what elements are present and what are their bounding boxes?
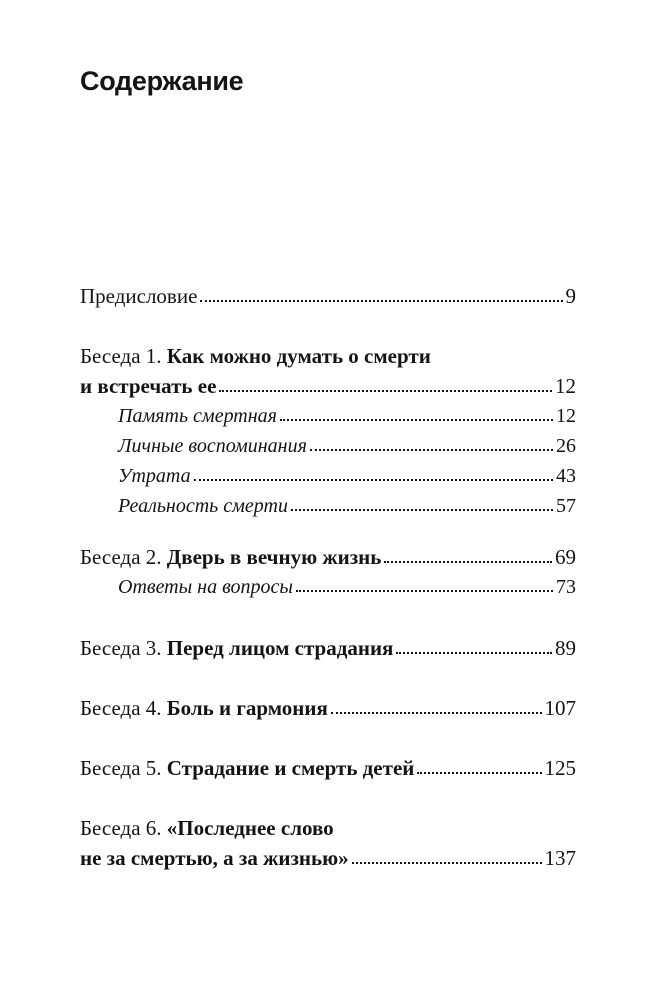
toc-page-number: 12: [555, 374, 576, 398]
toc-page-number: 57: [556, 495, 576, 517]
toc-entry-talk-1[interactable]: [80, 341, 576, 521]
toc-subentry-label: Память смертная: [118, 405, 277, 427]
toc-entry-title: Страдание и смерть детей: [166, 756, 415, 780]
toc-subentry-label: Утрата: [118, 465, 191, 487]
leader-dots: [396, 651, 552, 654]
toc-entry-talk-4[interactable]: [80, 693, 576, 723]
leader-dots: [280, 418, 553, 421]
toc-entry-heading: [80, 341, 576, 371]
toc-entry-label: Предисловие: [80, 284, 198, 308]
toc-entry-title: Перед лицом страдания: [166, 636, 394, 660]
toc-page-number: 9: [565, 284, 576, 308]
toc-entry-title: Боль и гармония: [166, 696, 328, 720]
toc-entry-prefix: Беседа 6.: [80, 816, 162, 840]
toc-page-number: 137: [544, 846, 576, 870]
toc-entry-title: «Последнее слово: [166, 816, 334, 840]
leader-dots: [296, 589, 553, 592]
toc-subentry[interactable]: [80, 461, 576, 491]
leader-dots: [310, 448, 553, 451]
toc-page-number: 12: [556, 405, 576, 427]
leader-dots: [384, 560, 552, 563]
toc-page-number: 73: [556, 576, 576, 598]
toc-page-number: 43: [556, 465, 576, 487]
toc-entry-talk-5[interactable]: [80, 753, 576, 783]
toc-page-number: 125: [544, 756, 576, 780]
leader-dots: [291, 508, 553, 511]
toc-entry-talk-6[interactable]: [80, 813, 576, 873]
leader-dots: [200, 299, 562, 302]
toc-subentry[interactable]: [80, 572, 576, 602]
toc-entry-prefix: Беседа 1.: [80, 344, 162, 368]
toc-page-number: 89: [555, 636, 576, 660]
toc-entry-prefix: Беседа 2.: [80, 545, 162, 569]
toc-entry-title: Как можно думать о смерти: [166, 344, 431, 368]
toc-page-number: 107: [544, 696, 576, 720]
leader-dots: [331, 711, 542, 714]
toc-page-number: 26: [556, 435, 576, 457]
toc-entry-title: Дверь в вечную жизнь: [166, 545, 382, 569]
page-title: Содержание: [80, 66, 244, 96]
toc-page-number: 69: [555, 545, 576, 569]
toc-entry-talk-2[interactable]: [80, 542, 576, 602]
toc-entry-prefix: Беседа 3.: [80, 636, 162, 660]
toc-entry-heading: [80, 813, 576, 843]
toc-subentry[interactable]: [80, 401, 576, 431]
leader-dots: [219, 389, 552, 392]
toc-entry-preface[interactable]: [80, 281, 576, 311]
toc-entry-talk-3[interactable]: [80, 633, 576, 663]
toc-subentry-label: Личные воспоминания: [118, 435, 307, 457]
toc-entry-title-continued: не за смертью, а за жизнью»: [80, 846, 349, 870]
toc-entry-prefix: Беседа 4.: [80, 696, 162, 720]
toc-subentry-label: Ответы на вопросы: [118, 576, 293, 598]
leader-dots: [194, 478, 553, 481]
leader-dots: [352, 861, 542, 864]
toc-subentry[interactable]: [80, 431, 576, 461]
toc-entry-title-continued: и встречать ее: [80, 374, 217, 398]
toc-entry-prefix: Беседа 5.: [80, 756, 162, 780]
leader-dots: [417, 771, 541, 774]
toc-subentry-label: Реальность смерти: [118, 495, 288, 517]
toc-subentry[interactable]: [80, 491, 576, 521]
